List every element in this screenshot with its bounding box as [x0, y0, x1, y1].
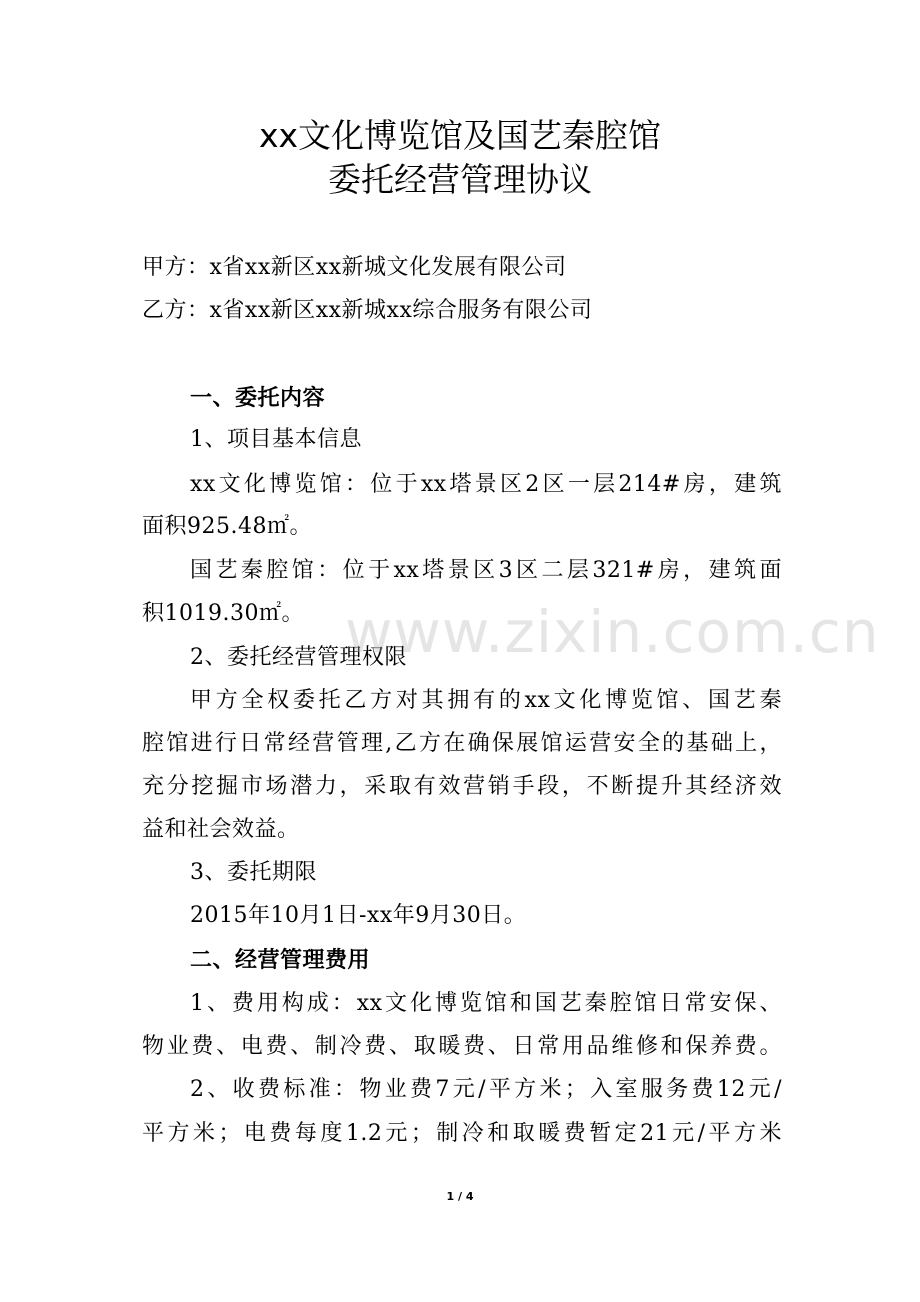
authority-line3: 充分挖掘市场潜力，采取有效营销手段，不断提升其经济效	[142, 774, 782, 799]
page-number: 1 / 4	[446, 1190, 474, 1203]
fee1-line1: 1、费用构成：xx文化博览馆和国艺秦腔馆日常安保、	[190, 991, 782, 1016]
party-b: 乙方：x省xx新区xx新城xx综合服务有限公司	[142, 298, 593, 323]
opera-info-line1: 国艺秦腔馆：位于xx塔景区3区二层321#房，建筑面	[190, 558, 782, 583]
party-a: 甲方：x省xx新区xx新城文化发展有限公司	[142, 255, 567, 280]
museum-info-line1: xx文化博览馆：位于xx塔景区2区一层214#房，建筑	[190, 472, 782, 497]
fee1-line2: 物业费、电费、制冷费、取暖费、日常用品维修和保养费。	[142, 1034, 782, 1059]
authority-line1: 甲方全权委托乙方对其拥有的xx文化博览馆、国艺秦	[190, 688, 782, 713]
opera-info-line2: 积1019.30㎡。	[142, 601, 304, 626]
museum-info-line2: 面积925.48㎡。	[142, 514, 312, 539]
document-title-line1: xx文化博览馆及国艺秦腔馆	[258, 116, 662, 155]
section2-heading: 二、经营管理费用	[190, 947, 371, 973]
fee2-line1: 2、收费标准：物业费7元/平方米；入室服务费12元/	[190, 1077, 782, 1102]
item2-heading: 2、委托经营管理权限	[190, 645, 407, 670]
document-title-line2: 委托经营管理协议	[328, 160, 592, 199]
authority-line4: 益和社会效益。	[142, 817, 300, 842]
section1-heading: 一、委托内容	[190, 385, 326, 411]
term-text: 2015年10月1日-xx年9月30日。	[190, 903, 527, 928]
item3-heading: 3、委托期限	[190, 860, 317, 885]
item1-heading: 1、项目基本信息	[190, 427, 362, 452]
fee2-line2: 平方米；电费每度1.2元；制冷和取暖费暂定21元/平方米	[142, 1121, 782, 1146]
authority-line2: 腔馆进行日常经营管理,乙方在确保展馆运营安全的基础上，	[142, 731, 782, 756]
watermark: www.zixin.com.cn	[345, 598, 880, 666]
